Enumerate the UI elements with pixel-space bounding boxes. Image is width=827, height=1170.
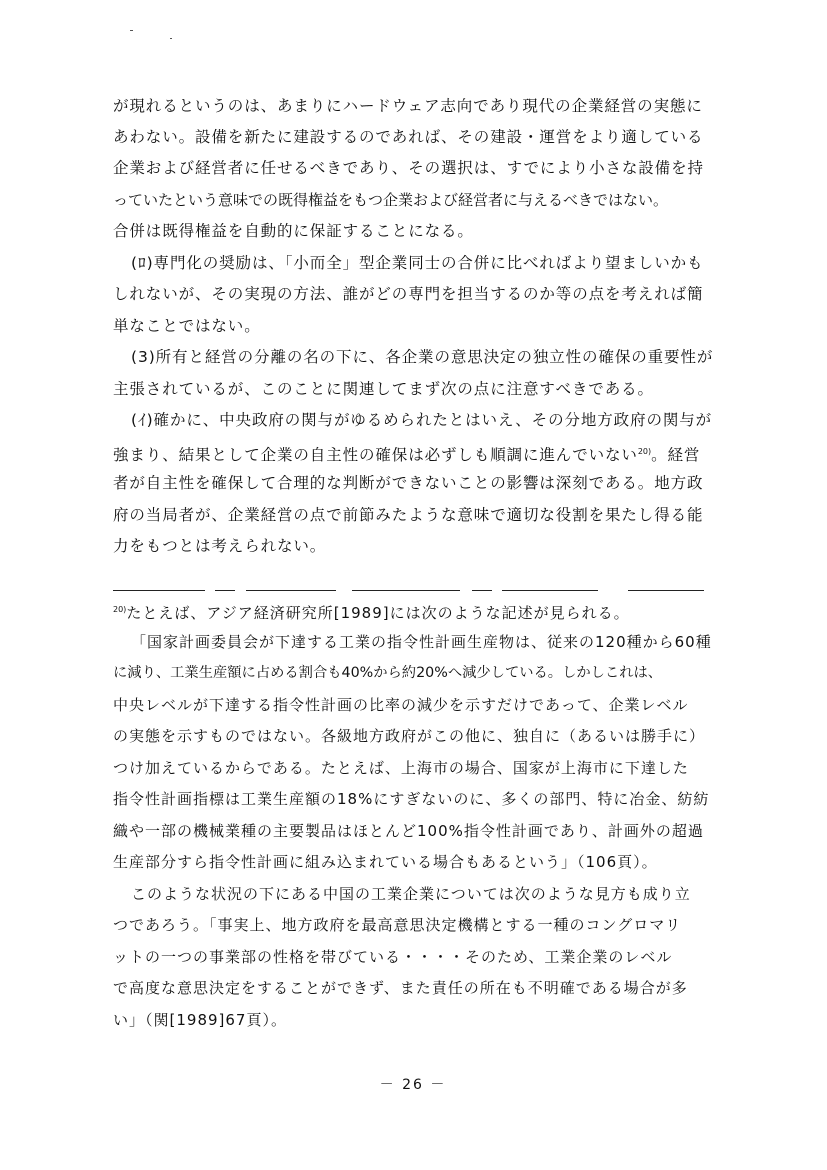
body-line: 主張されているが、このことに関連してまず次の点に注意すべきである。 (113, 380, 654, 398)
footnote-line: このような状況の下にある中国の工業企業については次のような見方も成り立 (131, 885, 691, 903)
footnote-separator (628, 590, 704, 591)
footnote-separator (502, 590, 598, 591)
body-line-text: 。経営 (651, 446, 701, 464)
footnote-line: に減り、工業生産額に占める割合も40%から約20%へ減少している。しかしこれは、 (113, 665, 663, 681)
footnote-line: つけ加えているからである。たとえば、上海市の場合、国家が上海市に下達した (113, 759, 689, 777)
footnote-separator (215, 590, 235, 591)
footnote-marker: 20) (113, 605, 127, 614)
footnote-separator (352, 590, 460, 591)
body-line: 企業および経営者に任せるべきであり、その選択は、すでにより小さな設備を持 (113, 159, 704, 177)
footnote-line: 「国家計画委員会が下達する工業の指令性計画生産物は、従来の120種から60種 (131, 633, 712, 651)
footnote-line: 生産部分すら指令性計画に組み込まれている場合もあるという」（106頁）。 (113, 853, 658, 871)
body-line: 府の当局者が、企業経営の点で前節みたような意味で適切な役割を果たし得る能 (113, 506, 704, 524)
body-line: 単なことではない。 (113, 317, 261, 335)
footnote-line: い」（関[1989]67頁）。 (113, 1011, 287, 1029)
scan-speck (130, 30, 133, 31)
body-line: (3)所有と経営の分離の名の下に、各企業の意思決定の独立性の確保の重要性が (131, 348, 714, 366)
footnote-line: ットの一つの事業部の性格を帯びている・・・・そのため、工業企業のレベル (113, 948, 673, 966)
body-line: (ﾛ)専門化の奨励は、「小而全」型企業同士の合併に比べればより望ましいかも (131, 254, 704, 272)
footnote-line: の実態を示すものではない。各級地方政府がこの他に、独自に（あるいは勝手に） (113, 727, 706, 745)
footnote-separator (113, 590, 205, 591)
body-line: 者が自主性を確保して合理的な判断ができないことの影響は深刻である。地方政 (113, 474, 704, 492)
footnote-line: 織や一部の機械業種の主要製品はほとんど100%指令性計画であり、計画外の超過 (113, 822, 704, 840)
footnote-line (113, 600, 713, 623)
body-line (113, 442, 713, 465)
body-line: っていたという意味での既得権益をもつ企業および経営者に与えるべきではない。 (113, 191, 669, 209)
footnote-line: 指令性計画指標は工業生産額の18%にすぎないのに、多くの部門、特に冶金、紡紡 (113, 790, 710, 808)
body-line-text: 強まり、結果として企業の自主性の確保は必ずしも順調に進んでいない (113, 446, 638, 464)
footnote-text: たとえば、アジア経済研究所[1989]には次のような記述が見られる。 (126, 604, 630, 622)
footnote-reference: 20) (637, 447, 652, 456)
page-number: － 26 － (379, 1077, 447, 1093)
body-line: しれないが、その実現の方法、誰がどの専門を担当するのか等の点を考えれば簡 (113, 285, 704, 303)
footnote-separator (472, 590, 492, 591)
footnote-line: で高度な意思決定をすることができず、また責任の所在も不明確である場合が多 (113, 979, 688, 997)
footnote-line: 中央レベルが下達する指令性計画の比率の減少を示すだけであって、企業レベル (113, 696, 689, 714)
body-line: 力をもつとは考えられない。 (113, 537, 327, 555)
body-line: (ｲ)確かに、中央政府の関与がゆるめられたとはいえ、その分地方政府の関与が (131, 411, 713, 429)
body-line: 合併は既得権益を自動的に保証することになる。 (113, 222, 474, 240)
footnote-separator (246, 590, 336, 591)
body-line: が現れるというのは、あまりにハードウェア志向であり現代の企業経営の実態に (113, 97, 703, 115)
scan-speck (170, 38, 172, 39)
body-line: あわない。設備を新たに建設するのであれば、その建設・運営をより適している (113, 128, 704, 146)
footnote-line: つであろう。「事実上、地方政府を最高意思決定機構とする一種のコングロマリ (113, 916, 682, 934)
